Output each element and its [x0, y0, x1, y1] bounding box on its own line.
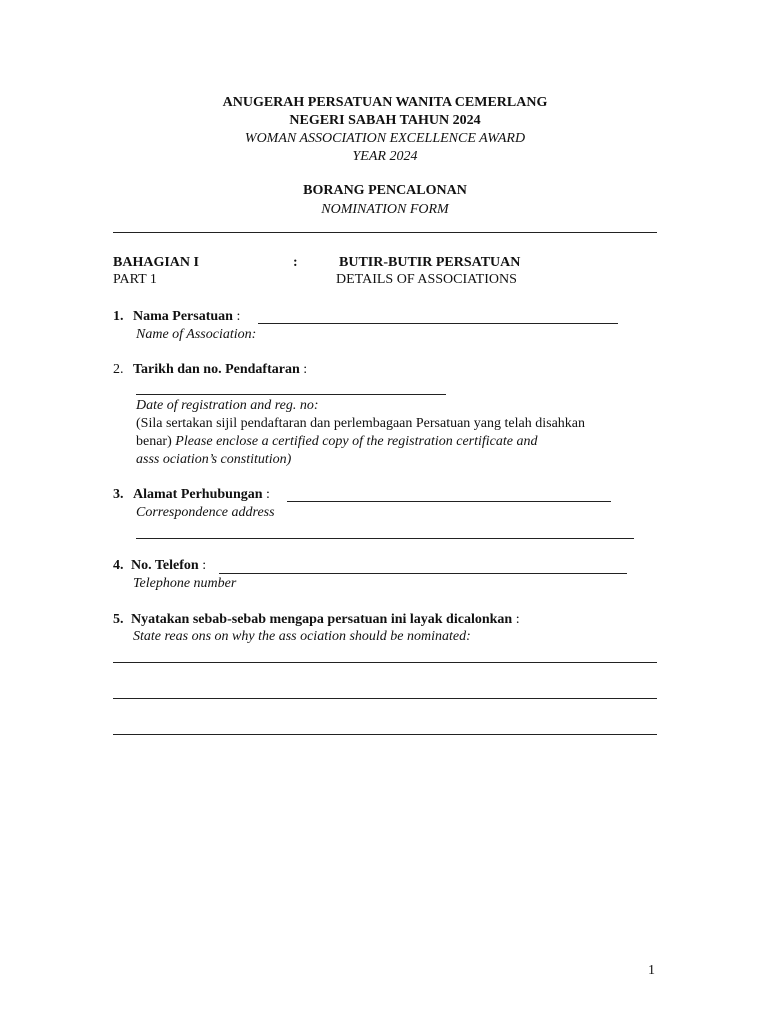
header-divider: [113, 232, 657, 233]
field-number: 4.: [113, 558, 124, 573]
part-heading: BUTIR-BUTIR PERSATUAN: [339, 255, 521, 270]
field-4-separator: :: [198, 558, 207, 573]
field-number: 3.: [113, 487, 124, 502]
field-4-label-row: [113, 557, 206, 575]
field-5-label-row: [113, 611, 520, 629]
page-number: 1: [648, 963, 655, 978]
field-2-note-line1: (Sila sertakan sijil pendaftaran dan perlembagaan Persatuan yang telah disahkan: [136, 416, 585, 431]
field-number: 2.: [113, 362, 124, 377]
field-5-label: Nyatakan sebab-sebab mengapa persatuan ini layak dicalonkan: [131, 612, 513, 627]
address-input-line-2[interactable]: [136, 538, 634, 539]
form-title-en: NOMINATION FORM: [321, 202, 449, 217]
field-3-separator: :: [262, 487, 270, 502]
field-1-label-row: [113, 308, 240, 326]
field-number: 1.: [113, 309, 124, 324]
part-label: BAHAGIAN I: [113, 255, 199, 270]
association-name-input-line[interactable]: [258, 323, 618, 324]
field-1-label-en: Name of Association:: [136, 327, 257, 342]
field-2-label-en: Date of registration and reg. no:: [136, 398, 319, 413]
field-2-note-line2-plain: benar): [136, 434, 176, 449]
reasons-input-line-3[interactable]: [113, 734, 657, 735]
reasons-input-line-1[interactable]: [113, 662, 657, 663]
field-3-label-en: Correspondence address: [136, 505, 275, 520]
award-title-line2: NEGERI SABAH TAHUN 2024: [289, 113, 481, 128]
part-colon: :: [293, 255, 298, 270]
telephone-input-line[interactable]: [219, 573, 627, 574]
reasons-input-line-2[interactable]: [113, 698, 657, 699]
field-2-note-line3: asss ociation’s constitution): [136, 452, 292, 467]
address-input-line-1[interactable]: [287, 501, 611, 502]
field-3-label: Alamat Perhubungan: [133, 487, 263, 502]
field-5-label-en: State reas ons on why the ass ociation should be nominated:: [133, 629, 471, 644]
field-5-separator: :: [512, 612, 520, 627]
field-2-separator: :: [299, 362, 308, 377]
field-2-note-line2: [136, 433, 537, 451]
field-2-note-line2-italic: Please enclose a certified copy of the registration certificate and: [175, 434, 538, 449]
field-number: 5.: [113, 612, 124, 627]
field-1-label: Nama Persatuan: [133, 309, 233, 324]
field-4-label-en: Telephone number: [133, 576, 237, 591]
field-2-label: Tarikh dan no. Pendaftaran: [133, 362, 300, 377]
award-title-en-line1: WOMAN ASSOCIATION EXCELLENCE AWARD: [244, 131, 526, 146]
field-3-label-row: [113, 486, 270, 504]
form-title: BORANG PENCALONAN: [303, 183, 467, 198]
award-title-line1: ANUGERAH PERSATUAN WANITA CEMERLANG: [222, 95, 548, 110]
award-title-en-line2: YEAR 2024: [352, 149, 418, 164]
registration-input-line[interactable]: [136, 394, 446, 395]
part-label-en: PART 1: [113, 272, 157, 287]
field-4-label: No. Telefon: [131, 558, 199, 573]
field-2-label-row: [113, 361, 307, 379]
part-heading-en: DETAILS OF ASSOCIATIONS: [336, 272, 517, 287]
field-1-separator: :: [232, 309, 241, 324]
